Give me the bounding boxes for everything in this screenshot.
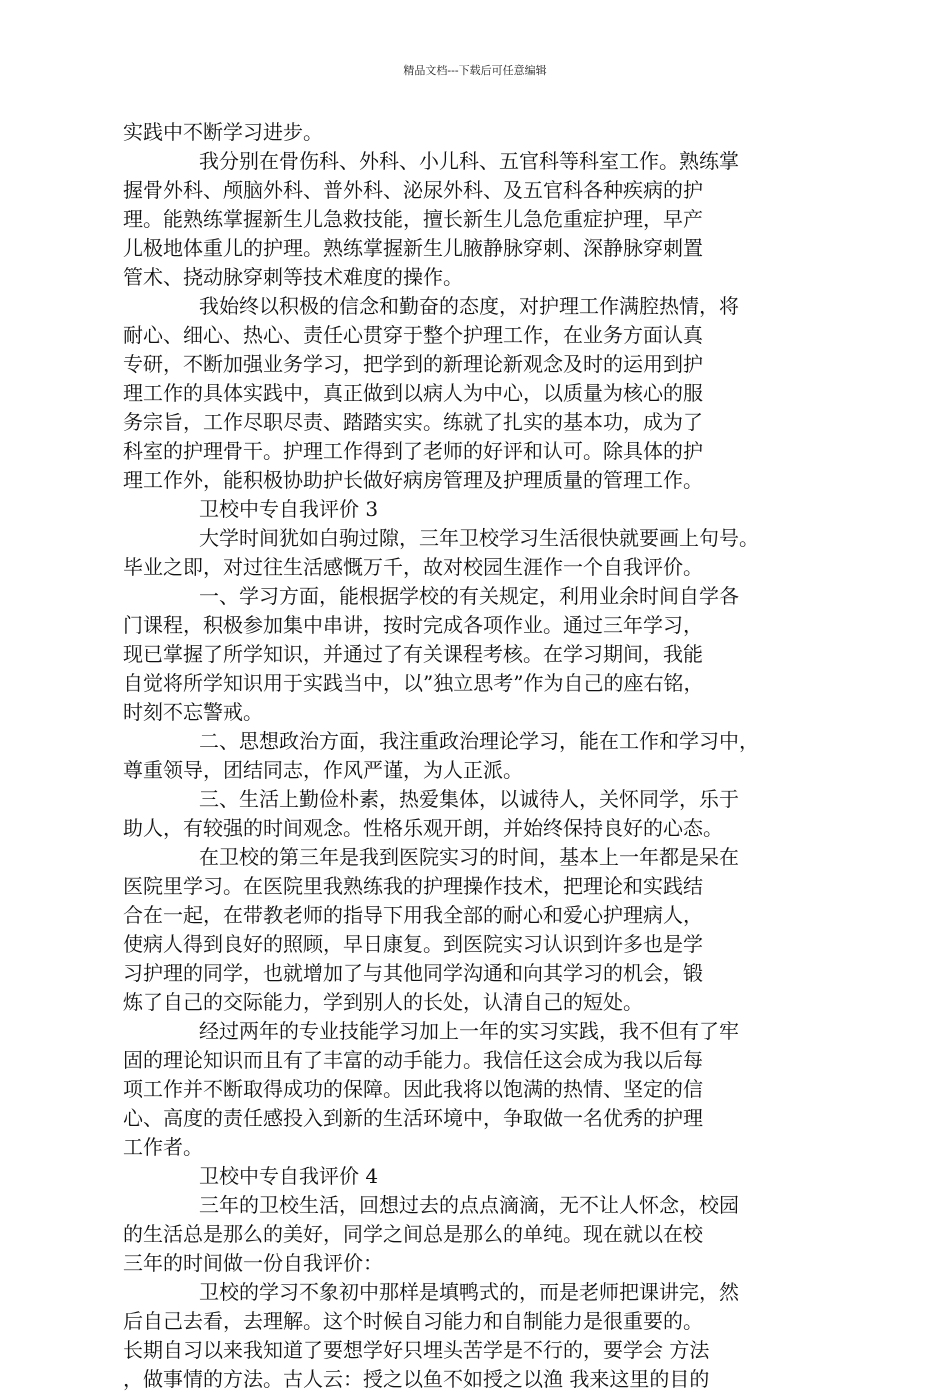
text-line: 项工作并不断取得成功的保障。因此我将以饱满的热情、坚定的信	[123, 1077, 703, 1101]
text-line: 二、思想政治方面，我注重政治理论学习，能在工作和学习中，	[199, 729, 759, 753]
text-line: 卫校的学习不象初中那样是填鸭式的，而是老师把课讲完，然	[199, 1280, 739, 1304]
text-line: 管术、挠动脉穿刺等技术难度的操作。	[123, 265, 463, 289]
text-line: 务宗旨，工作尽职尽责、踏踏实实。练就了扎实的基本功，成为了	[123, 410, 703, 434]
text-line: 门课程，积极参加集中串讲，按时完成各项作业。通过三年学习，	[123, 613, 703, 637]
text-line: 的生活总是那么的美好，同学之间总是那么的单纯。现在就以在校	[123, 1222, 703, 1246]
text-line: 炼了自己的交际能力，学到别人的长处，认清自己的短处。	[123, 990, 643, 1014]
text-line: 实践中不断学习进步。	[123, 120, 323, 144]
text-line: 大学时间犹如白驹过隙，三年卫校学习生活很快就要画上句号。	[199, 526, 759, 550]
text-line: 儿极地体重儿的护理。熟练掌握新生儿腋静脉穿刺、深静脉穿刺置	[123, 236, 703, 260]
text-line: 一、学习方面，能根据学校的有关规定，利用业余时间自学各	[199, 584, 739, 608]
text-line: 经过两年的专业技能学习加上一年的实习实践，我不但有了牢	[199, 1019, 739, 1043]
text-line: 时刻不忘警戒。	[123, 700, 263, 724]
document-body	[123, 118, 813, 1394]
text-line: 现已掌握了所学知识，并通过了有关课程考核。在学习期间，我能	[123, 642, 703, 666]
text-line: 专研，不断加强业务学习，把学到的新理论新观念及时的运用到护	[123, 352, 703, 376]
text-line: ，做事情的方法。古人云：授之以鱼不如授之以渔 我来这里的目的	[123, 1367, 710, 1391]
text-line: 习护理的同学，也就增加了与其他同学沟通和向其学习的机会，锻	[123, 961, 703, 985]
text-line: 卫校中专自我评价 4	[199, 1164, 379, 1188]
text-line: 握骨外科、颅脑外科、普外科、泌尿外科、及五官科各种疾病的护	[123, 178, 703, 202]
text-line: 理。能熟练掌握新生儿急救技能，擅长新生儿急危重症护理，早产	[123, 207, 703, 231]
text-line: 毕业之即，对过往生活感慨万千，故对校园生涯作一个自我评价。	[123, 555, 703, 579]
text-line: 我始终以积极的信念和勤奋的态度，对护理工作满腔热情，将	[199, 294, 739, 318]
text-line: 合在一起，在带教老师的指导下用我全部的耐心和爱心护理病人，	[123, 903, 703, 927]
text-line: 尊重领导，团结同志，作风严谨，为人正派。	[123, 758, 523, 782]
text-line: 三年的时间做一份自我评价：	[123, 1251, 383, 1275]
text-line: 固的理论知识而且有了丰富的动手能力。我信任这会成为我以后每	[123, 1048, 703, 1072]
text-line: 科室的护理骨干。护理工作得到了老师的好评和认可。除具体的护	[123, 439, 703, 463]
text-line: 耐心、细心、热心、责任心贯穿于整个护理工作，在业务方面认真	[123, 323, 703, 347]
text-line: 自觉将所学知识用于实践当中，以”独立思考”作为自己的座右铭，	[123, 671, 704, 695]
text-line: 卫校中专自我评价 3	[199, 497, 379, 521]
text-line: 使病人得到良好的照顾，早日康复。到医院实习认识到许多也是学	[123, 932, 703, 956]
text-line: 工作者。	[123, 1135, 203, 1159]
text-line: 医院里学习。在医院里我熟练我的护理操作技术，把理论和实践结	[123, 874, 703, 898]
text-line: 助人，有较强的时间观念。性格乐观开朗，并始终保持良好的心态。	[123, 816, 723, 840]
page-header: 精品文档---下载后可任意编辑	[403, 64, 547, 77]
text-line: 在卫校的第三年是我到医院实习的时间，基本上一年都是呆在	[199, 845, 739, 869]
text-line: 三年的卫校生活，回想过去的点点滴滴，无不让人怀念，校园	[199, 1193, 739, 1217]
text-line: 三、生活上勤俭朴素，热爱集体，以诚待人，关怀同学，乐于	[199, 787, 739, 811]
text-line: 我分别在骨伤科、外科、小儿科、五官科等科室工作。熟练掌	[199, 149, 739, 173]
text-line: 长期自习以来我知道了要想学好只埋头苦学是不行的，要学会 方法	[123, 1338, 710, 1362]
text-line: 理工作的具体实践中，真正做到以病人为中心，以质量为核心的服	[123, 381, 703, 405]
text-line: 心、高度的责任感投入到新的生活环境中，争取做一名优秀的护理	[123, 1106, 703, 1130]
text-line: 后自己去看，去理解。这个时候自习能力和自制能力是很重要的。	[123, 1309, 703, 1333]
text-line: 理工作外，能积极协助护长做好病房管理及护理质量的管理工作。	[123, 468, 703, 492]
